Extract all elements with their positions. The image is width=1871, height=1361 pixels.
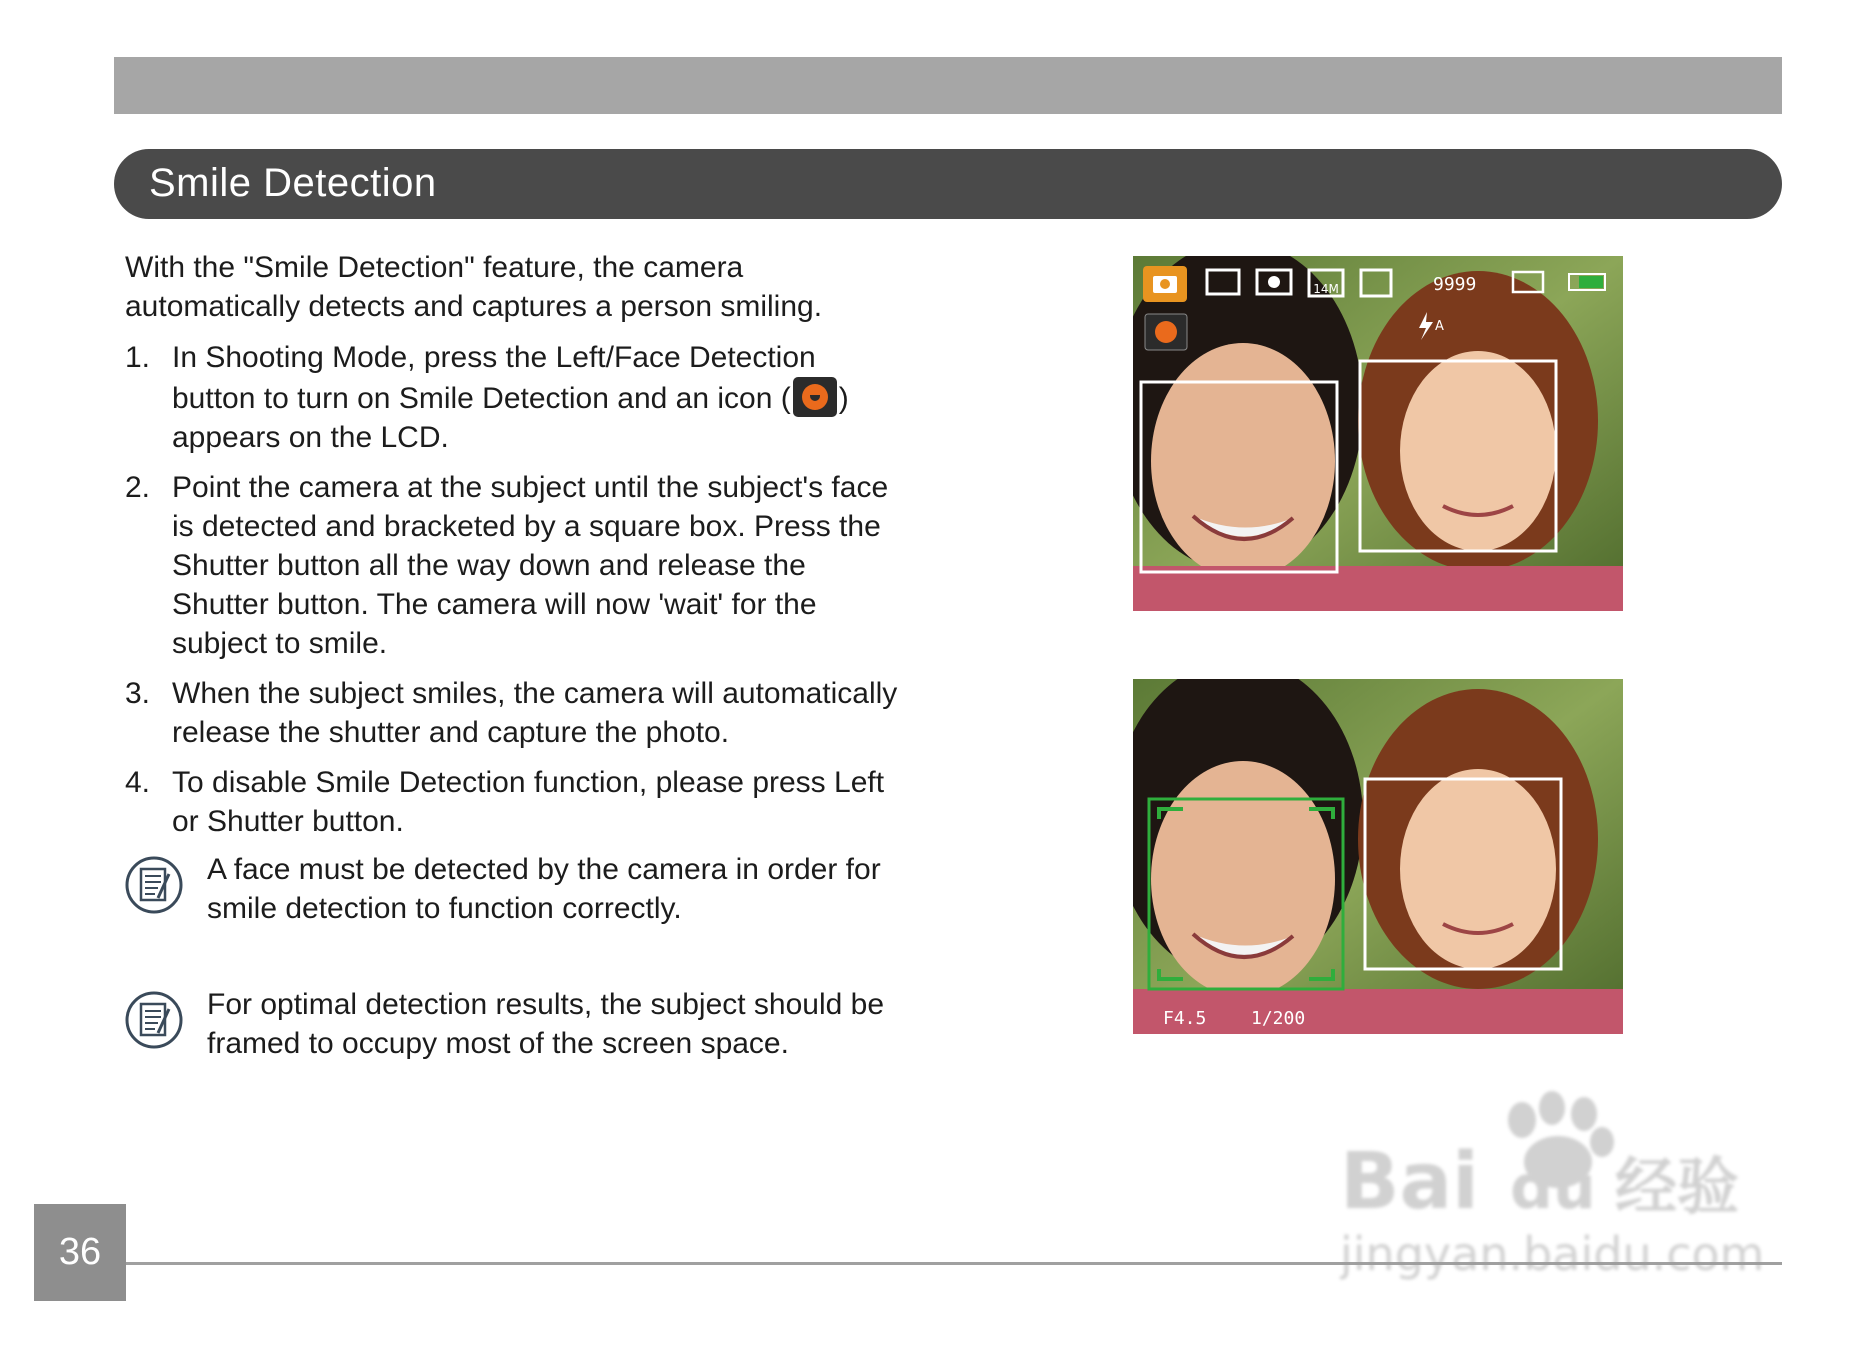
section-title: Smile Detection <box>149 161 437 205</box>
step-item <box>125 763 905 841</box>
resolution-badge: 14M <box>1313 282 1339 296</box>
note-text: A face must be detected by the camera in order for smile detection to function correctly. <box>207 853 881 925</box>
smile-detection-icon <box>793 377 837 417</box>
step-item <box>125 468 905 663</box>
steps-list <box>125 338 905 841</box>
lcd-photo-face-detection <box>1133 256 1623 611</box>
header-decor-bar <box>114 57 1782 114</box>
shutter-speed-readout: 1/200 <box>1251 1008 1306 1029</box>
step-text: Point the camera at the subject until the subject's face is detected and bracketed by a square box. Press the Shutter button all the way down and release the Shutter button. The camera will now 'wait' for the subject to smile. <box>172 471 889 660</box>
step-item <box>125 338 905 457</box>
step-number: 2. <box>125 471 151 504</box>
note-1 <box>125 850 885 928</box>
step-text: In Shooting Mode, press the Left/Face Detection button to turn on Smile Detection and an icon ( <box>172 341 816 415</box>
face-left <box>1151 343 1335 579</box>
intro-paragraph: With the "Smile Detection" feature, the camera automatically detects and captures a person smiling. <box>125 251 823 323</box>
step-text-after-icon: ) appears on the LCD. <box>172 382 849 454</box>
face-right <box>1400 351 1556 551</box>
note-icon <box>125 856 183 914</box>
page-number: 36 <box>34 1204 126 1301</box>
note-2 <box>125 985 885 1063</box>
step-text: When the subject smiles, the camera will automatically release the shutter and capture the photo. <box>172 677 898 749</box>
aperture-readout: F4.5 <box>1163 1008 1207 1029</box>
section-title-bar <box>114 149 1782 219</box>
step-number: 4. <box>125 766 151 799</box>
step-item <box>125 674 905 752</box>
flash-mode: A <box>1435 319 1444 334</box>
step-number: 3. <box>125 677 151 710</box>
step-number: 1. <box>125 341 151 374</box>
note-text: For optimal detection results, the subject should be framed to occupy most of the screen space. <box>207 988 885 1060</box>
shots-remaining: 9999 <box>1433 274 1477 295</box>
watermark-brand: Bai <box>1340 1137 1479 1227</box>
lcd-photo-smile-capture <box>1133 679 1623 1034</box>
watermark-url: jingyan.baidu.com <box>1340 1227 1765 1281</box>
step-text: To disable Smile Detection function, please press Left or Shutter button. <box>172 766 885 838</box>
watermark-chinese: 经验 <box>1615 1150 1740 1223</box>
baidu-watermark <box>1340 1090 1780 1300</box>
note-icon <box>125 991 183 1049</box>
svg-text:du: du <box>1510 1153 1596 1223</box>
instructions <box>125 248 905 852</box>
